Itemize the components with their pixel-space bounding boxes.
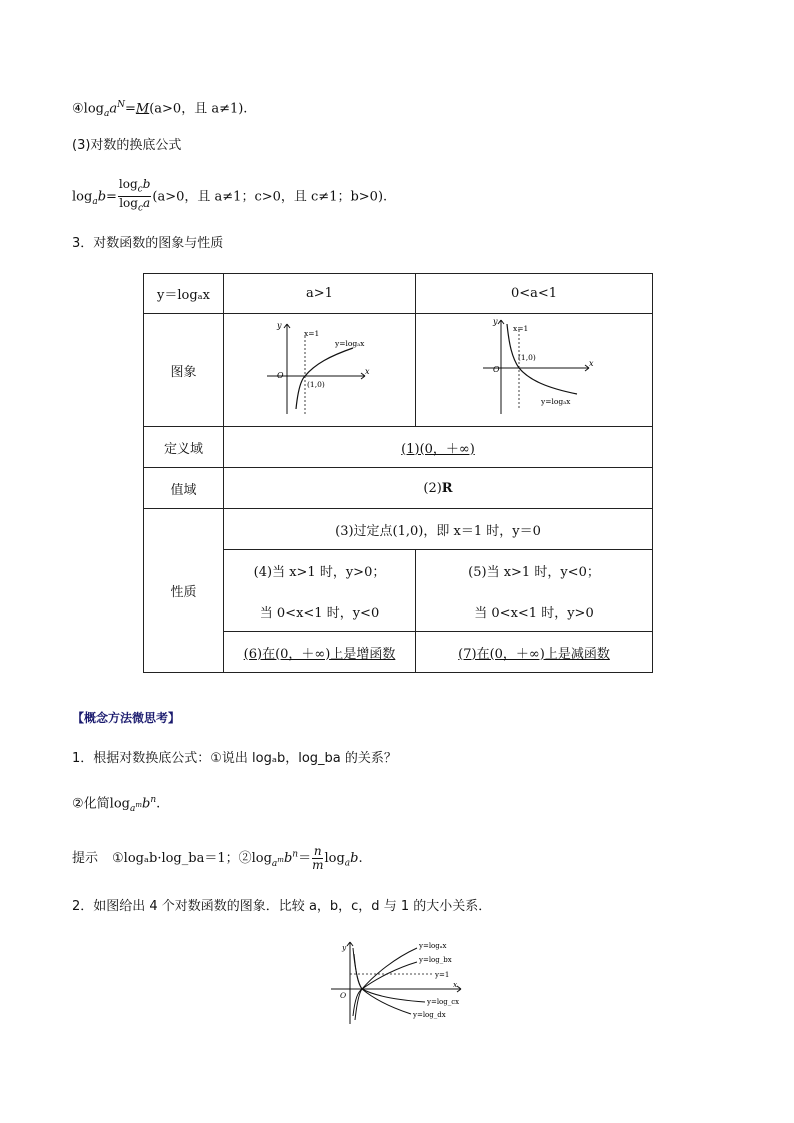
range-value: (2)R <box>224 468 653 509</box>
header-a-gt-1: a>1 <box>224 274 416 314</box>
x-axis-label: x <box>588 359 594 368</box>
formula-line-4: $④\log_aa^N=M(a>0$，且 a≠1). <box>72 100 248 119</box>
graph-decreasing-svg <box>417 314 652 422</box>
question-1: 1．根据对数换底公式：①说出 logₐb，log_ba 的关系？ <box>72 751 397 766</box>
label-y-eq-1: y=1 <box>435 971 450 979</box>
subheading-change-of-base: (3)对数的换底公式 <box>72 138 182 153</box>
row-label-range: 值域 <box>144 468 224 509</box>
label-log-a: y=logₐx <box>419 942 447 950</box>
four-log-functions-figure <box>325 938 475 1026</box>
domain-value: (1)(0，＋∞) <box>224 427 653 468</box>
concept-heading: 【概念方法微思考】 <box>72 711 181 725</box>
table-corner: y＝logₐx <box>144 274 224 314</box>
origin-label: O <box>276 371 284 380</box>
x-eq-1-label: x=1 <box>303 329 319 338</box>
graph-increasing-svg <box>225 314 415 422</box>
prop-increasing: (6)在(0，＋∞)上是增函数 <box>224 632 416 673</box>
curve-label: y=logₐx <box>334 339 364 348</box>
question-2: 2．如图给出 4 个对数函数的图象．比较 a，b，c，d 与 1 的大小关系． <box>72 899 492 914</box>
point-1-0-label: (1,0) <box>306 380 325 389</box>
prop-decreasing: (7)在(0，＋∞)上是减函数 <box>416 632 653 673</box>
row-label-properties: 性质 <box>144 509 224 673</box>
point-1-0-label: (1,0) <box>517 353 536 362</box>
prop5-line2: 当 0<x<1 时，y>0 <box>474 605 594 621</box>
log-function-properties-table <box>143 273 653 673</box>
x-axis-label: x <box>453 980 458 989</box>
label-log-d: y=log_dx <box>413 1011 446 1019</box>
hint-line: 提示 ①logₐb·log_ba＝1；$②\log_{a^m}b^n=$ $\frac{n}{m}$ $\log_ab$. <box>72 844 363 872</box>
prop4-line2: 当 0<x<1 时，y<0 <box>259 605 380 621</box>
label-log-c: y=log_cx <box>427 998 460 1006</box>
y-axis-label: y <box>342 943 347 952</box>
x-eq-1-label: x=1 <box>512 324 528 333</box>
curve-log-c <box>354 954 425 1002</box>
curve-log-d <box>353 948 411 1014</box>
curve-label: y=logₐx <box>540 397 570 406</box>
x-axis-label: x <box>364 367 370 376</box>
y-axis-label: y <box>492 317 498 326</box>
origin-label: O <box>492 365 500 374</box>
header-a-between-0-1: 0<a<1 <box>416 274 653 314</box>
prop-fixed-point: (3)过定点(1,0)，即 x＝1 时，y＝0 <box>224 509 653 550</box>
change-of-base-formula: $\log_ab=$ $\frac{\log_cb}{\log_ca}$ (a>0，且 a≠1；c>0，且 c≠1；b>0). <box>72 177 388 214</box>
graph-decreasing <box>416 314 653 427</box>
row-label-domain: 定义域 <box>144 427 224 468</box>
origin-label: O <box>340 991 347 1000</box>
prop4-line1: (4)当 x>1 时，y>0； <box>253 564 386 580</box>
curve-log-a <box>353 948 417 1016</box>
y-axis-label: y <box>276 321 282 330</box>
row-label-graph: 图象 <box>144 314 224 427</box>
graph-increasing <box>224 314 416 427</box>
prop-sign-decreasing <box>416 550 653 632</box>
section-title-log-function: 3．对数函数的图象与性质 <box>72 236 224 251</box>
label-log-b: y=log_bx <box>419 956 452 964</box>
prop5-line1: (5)当 x>1 时，y<0； <box>468 564 600 580</box>
increasing-log-curve <box>296 348 353 409</box>
question-1-part-2: ②化简$\log_{a^m}b^n$. <box>72 795 161 814</box>
prop-sign-increasing <box>224 550 416 632</box>
